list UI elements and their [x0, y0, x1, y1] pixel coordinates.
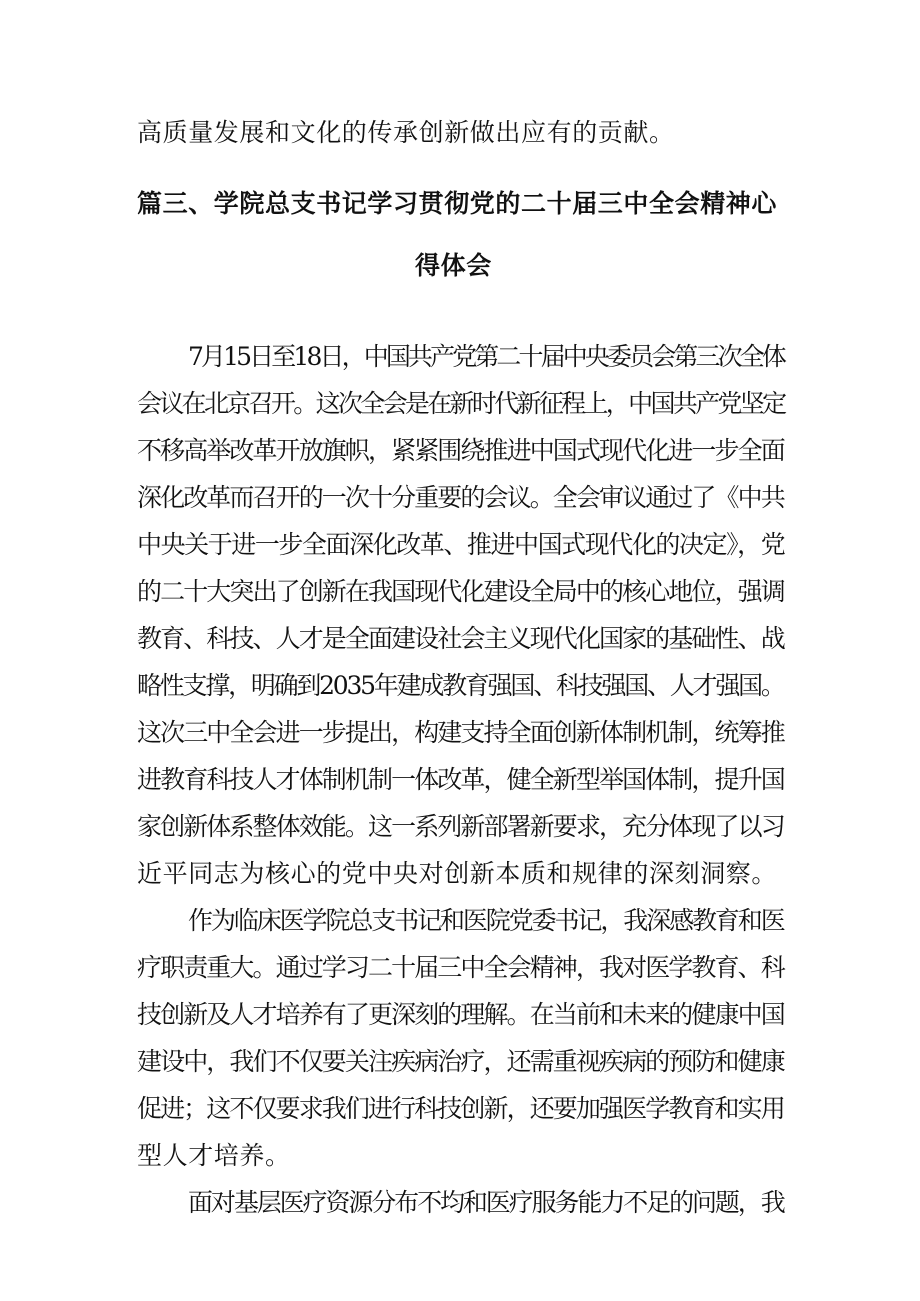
paragraph-2-line: 建设中，我们不仅要关注疾病治疗，还需重视疾病的预防和健康 [137, 1047, 784, 1076]
paragraph-1-line: 会议在北京召开。这次全会是在新时代新征程上，中国共产党坚定 [137, 389, 785, 418]
paragraph-1-line: 教育、科技、人才是全面建设社会主义现代化国家的基础性、战 [137, 624, 784, 653]
paragraph-1-line: 中央关于进一步全面深化改革、推进中国式现代化的决定》，党 [137, 530, 785, 559]
paragraph-2-line: 型人才培养。 [137, 1141, 291, 1170]
paragraph-2-line: 疗职责重大。通过学习二十届三中全会精神，我对医学教育、科 [137, 953, 784, 982]
paragraph-1-line: 略性支撑，明确到2035年建成教育强国、科技强国、人才强国。 [137, 671, 784, 700]
paragraph-1-line: 的二十大突出了创新在我国现代化建设全局中的核心地位，强调 [137, 577, 784, 606]
paragraph-1-line: 进教育科技人才体制机制一体改革，健全新型举国体制，提升国 [137, 765, 784, 794]
paragraph-2-line: 作为临床医学院总支书记和医院党委书记，我深感教育和医 [188, 906, 784, 935]
paragraph-2-line: 技创新及人才培养有了更深刻的理解。在当前和未来的健康中国 [137, 1000, 784, 1029]
paragraph-1-line: 这次三中全会进一步提出，构建支持全面创新体制机制，统筹推 [137, 718, 784, 747]
paragraph-1-line: 不移高举改革开放旗帜，紧紧围绕推进中国式现代化进一步全面 [137, 436, 784, 465]
section-heading-line-1: 篇三、学院总支书记学习贯彻党的二十届三中全会精神心 [137, 189, 778, 218]
paragraph-3-line: 面对基层医疗资源分布不均和医疗服务能力不足的问题，我 [188, 1188, 784, 1217]
text-line: 高质量发展和文化的传承创新做出应有的贡献。 [137, 118, 675, 147]
paragraph-2-line: 促进；这不仅要求我们进行科技创新，还要加强医学教育和实用 [137, 1094, 784, 1123]
paragraph-1-line: 家创新体系整体效能。这一系列新部署新要求，充分体现了以习 [137, 812, 784, 841]
paragraph-1-line: 深化改革而召开的一次十分重要的会议。全会审议通过了《中共 [137, 483, 784, 512]
section-heading-line-2: 得体会 [415, 251, 492, 280]
paragraph-1-line: 7月15日至18日，中国共产党第二十届中央委员会第三次全体 [188, 342, 784, 371]
paragraph-1-line: 近平同志为核心的党中央对创新本质和规律的深刻洞察。 [137, 859, 778, 888]
